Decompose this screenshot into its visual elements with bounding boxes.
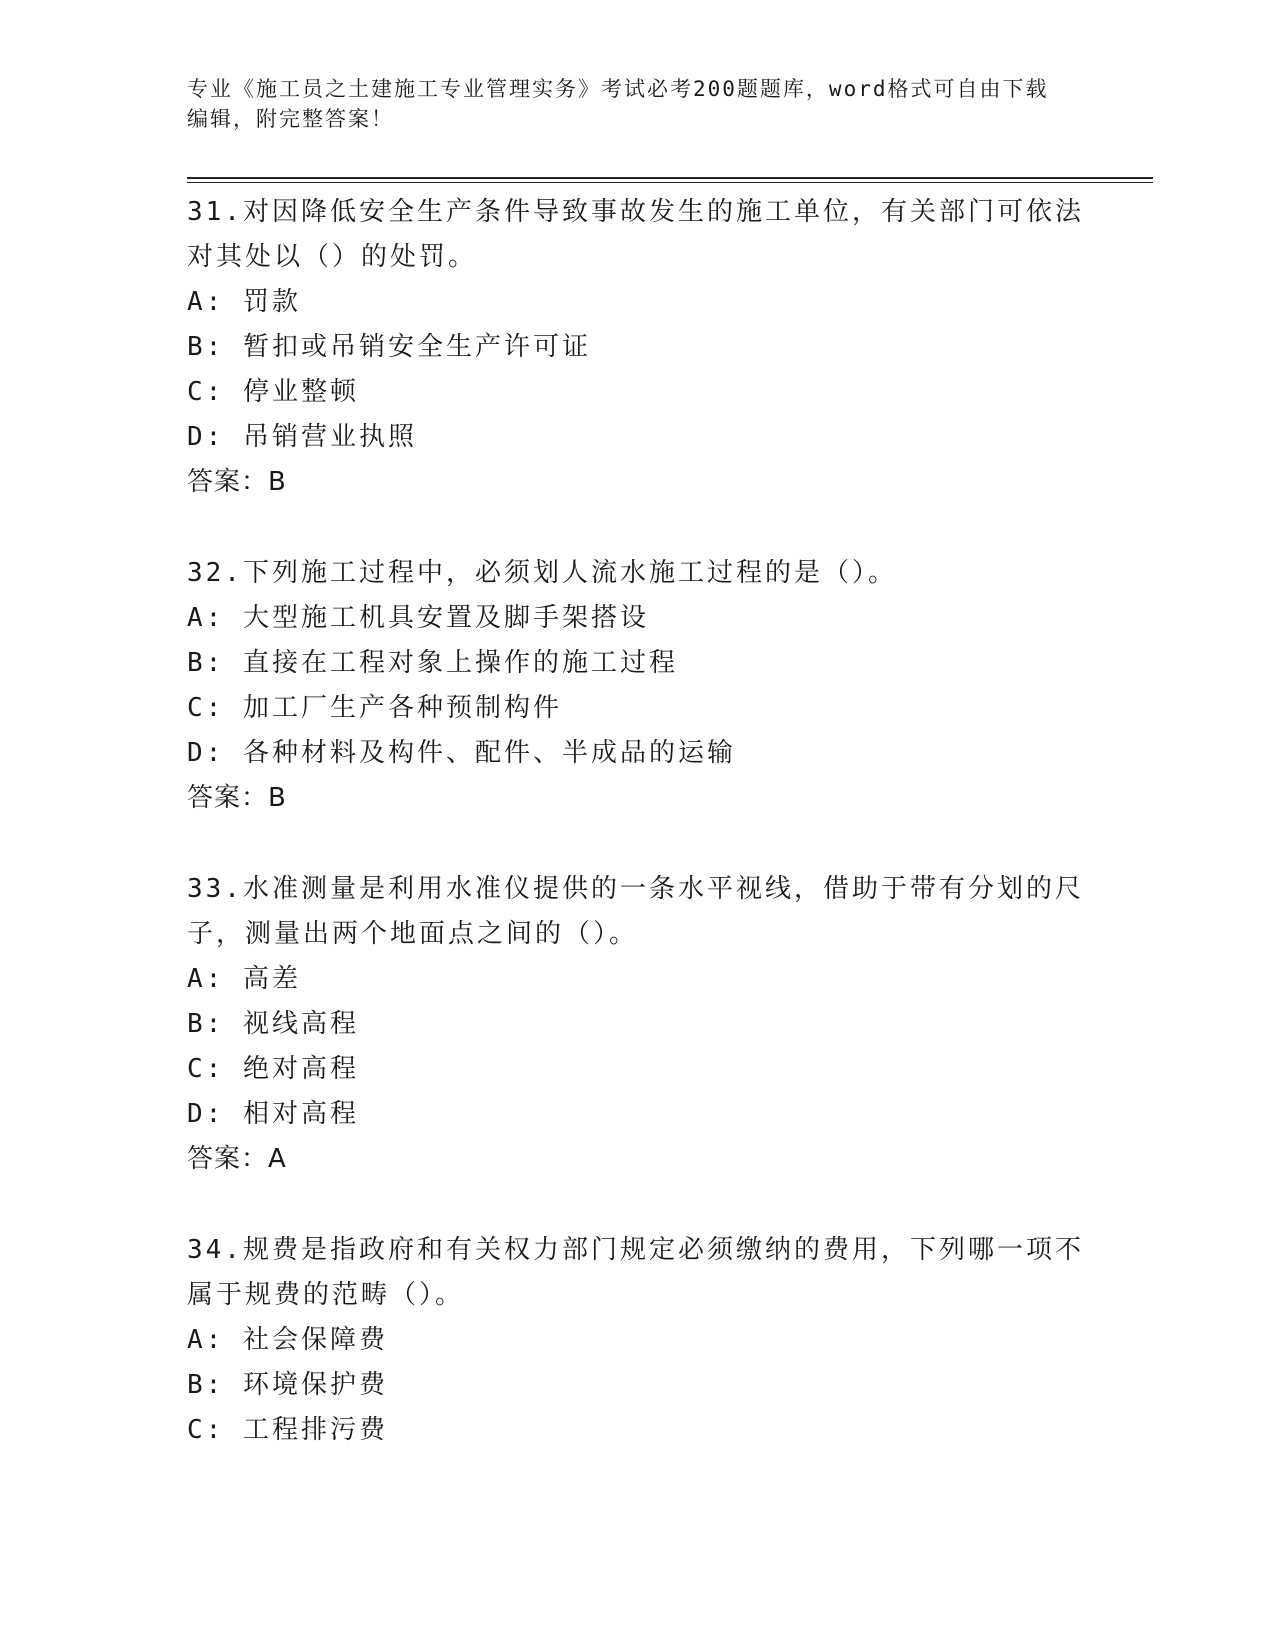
option-a: A: 社会保障费 bbox=[187, 1325, 388, 1355]
question-31 bbox=[187, 190, 1087, 505]
option-d: D: 相对高程 bbox=[187, 1099, 359, 1129]
option-c: C: 加工厂生产各种预制构件 bbox=[187, 693, 562, 723]
document-header: 专业《施工员之土建施工专业管理实务》考试必考200题题库，word格式可自由下载编辑，附完整答案！ bbox=[187, 77, 1049, 131]
answer: 答案：A bbox=[187, 1144, 287, 1174]
option-d: D: 吊销营业执照 bbox=[187, 422, 417, 452]
option-b: B: 直接在工程对象上操作的施工过程 bbox=[187, 648, 678, 678]
question-text: 33.水准测量是利用水准仪提供的一条水平视线，借助于带有分划的尺子，测量出两个地面点之间的（）。 bbox=[187, 874, 1084, 949]
question-text: 34.规费是指政府和有关权力部门规定必须缴纳的费用，下列哪一项不属于规费的范畴（）。 bbox=[187, 1235, 1084, 1310]
answer: 答案：B bbox=[187, 783, 287, 813]
question-list bbox=[187, 190, 1087, 1499]
question-text: 32.下列施工过程中，必须划人流水施工过程的是（）。 bbox=[187, 558, 897, 588]
option-c: C: 工程排污费 bbox=[187, 1415, 388, 1445]
question-32 bbox=[187, 551, 1087, 821]
question-33 bbox=[187, 867, 1087, 1182]
option-b: B: 暂扣或吊销安全生产许可证 bbox=[187, 332, 591, 362]
header-rule-thin bbox=[187, 182, 1153, 183]
header-rule-thick bbox=[187, 177, 1153, 179]
question-34 bbox=[187, 1228, 1087, 1453]
option-b: B: 视线高程 bbox=[187, 1009, 359, 1039]
option-a: A: 大型施工机具安置及脚手架搭设 bbox=[187, 603, 649, 633]
option-a: A: 高差 bbox=[187, 964, 301, 994]
option-b: B: 环境保护费 bbox=[187, 1370, 388, 1400]
option-a: A: 罚款 bbox=[187, 287, 301, 317]
option-d: D: 各种材料及构件、配件、半成品的运输 bbox=[187, 738, 736, 768]
question-text: 31.对因降低安全生产条件导致事故发生的施工单位，有关部门可依法对其处以（）的处罚。 bbox=[187, 197, 1084, 272]
option-c: C: 绝对高程 bbox=[187, 1054, 359, 1084]
answer: 答案：B bbox=[187, 467, 287, 497]
option-c: C: 停业整顿 bbox=[187, 377, 359, 407]
